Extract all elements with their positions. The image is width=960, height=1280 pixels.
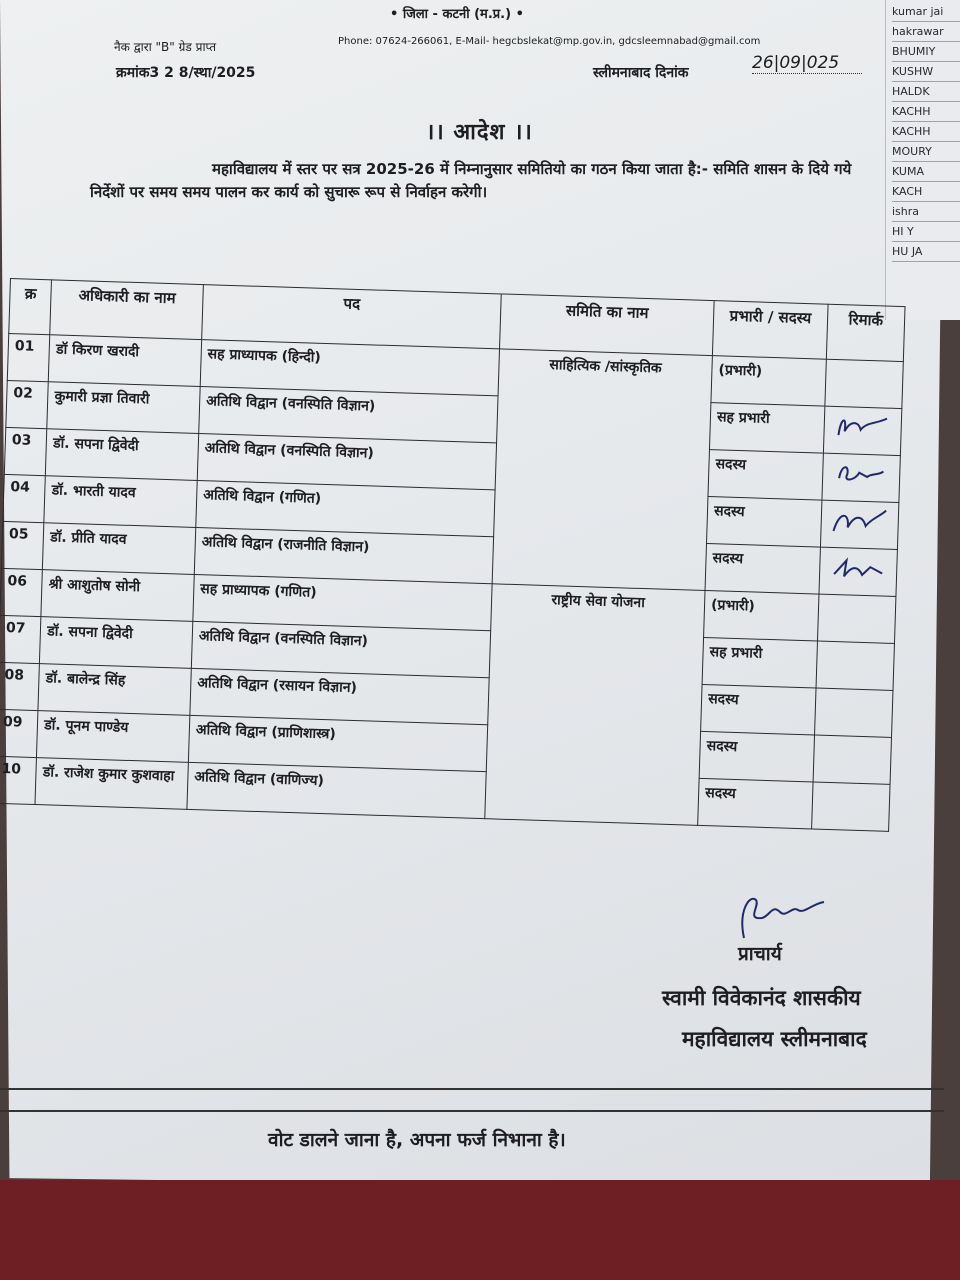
- remark-cell: [821, 453, 900, 502]
- name-cell: डॉ. सपना द्विवेदी: [46, 429, 199, 481]
- header-role: प्रभारी / सदस्य: [713, 301, 828, 360]
- role-cell: सदस्य: [699, 731, 814, 782]
- role-cell: सदस्य: [707, 497, 822, 548]
- header-serial: क्र: [9, 279, 52, 335]
- post-cell: सह प्राध्यापक (हिन्दी): [200, 340, 499, 396]
- underlying-sheet: [885, 0, 960, 320]
- district-line: • जिला - कटनी (म.प्र.) •: [390, 7, 524, 22]
- role-cell: सह प्रभारी: [702, 637, 817, 688]
- principal-title: प्राचार्य: [738, 943, 782, 965]
- place-date-label: स्लीमनाबाद दिनांक: [593, 65, 689, 81]
- committee-cell: साहित्यिक /सांस्कृतिक: [492, 349, 712, 591]
- name-cell: श्री आशुतोष सोनी: [41, 570, 194, 622]
- remark-cell: [814, 688, 893, 737]
- role-cell: सदस्य: [705, 544, 820, 595]
- name-cell: कुमारी प्रज्ञा तिवारी: [47, 382, 200, 434]
- header-officer-name: अधिकारी का नाम: [50, 280, 203, 340]
- role-cell: सदस्य: [701, 684, 816, 735]
- signature-icon: [825, 552, 886, 584]
- order-intro: महाविद्यालय में स्तर पर सत्र 2025-26 में निम्नानुसार समितियो का गठन किया जाता है:- समिति शासन के दिये गये निर्देशों पर समय समय पालन कर कार्य को सुचारू रूप से निर्वाहन करेगी।: [90, 160, 852, 201]
- side-sheet-text: KUSHW: [892, 62, 960, 82]
- remark-cell: [813, 735, 892, 784]
- side-sheet-text: HALDK: [892, 82, 960, 102]
- side-sheet-text: MOURY: [892, 142, 960, 162]
- post-cell: अतिथि विद्वान (राजनीति विज्ञान): [194, 527, 493, 583]
- header-post: पद: [202, 285, 502, 349]
- college-name-line2: महाविद्यालय स्लीमनाबाद: [682, 1027, 867, 1051]
- side-sheet-text: KACH: [892, 182, 960, 202]
- post-cell: सह प्राध्यापक (गणित): [193, 574, 492, 630]
- remark-cell: [817, 594, 896, 643]
- post-cell: अतिथि विद्वान (प्राणिशास्त्र): [188, 715, 487, 771]
- side-sheet-text: HU JA: [892, 242, 960, 262]
- name-cell: डॉ. प्रीति यादव: [43, 523, 196, 575]
- side-sheet-text: KACHH: [892, 122, 960, 142]
- background-cloth: [0, 1180, 960, 1280]
- serial-cell: 06: [0, 568, 43, 616]
- name-cell: डॉ. भारती यादव: [44, 476, 197, 528]
- name-cell: डॉ किरण खरादी: [49, 335, 202, 387]
- serial-cell: 04: [3, 474, 46, 522]
- contact-info: Phone: 07624-266061, E-Mail- hegcbslekat@mp.gov.in, gdcsleemnabad@gmail.com: [338, 36, 761, 47]
- serial-cell: 03: [4, 427, 47, 475]
- naac-grade: नैक द्वारा "B" ग्रेड प्राप्त: [114, 40, 217, 54]
- signature-icon: [830, 411, 891, 443]
- serial-cell: 10: [0, 756, 37, 804]
- serial-cell: 09: [0, 709, 38, 757]
- signature-icon: [828, 458, 889, 490]
- role-cell: सदस्य: [698, 778, 813, 829]
- remark-cell: [824, 359, 903, 408]
- header-committee: समिति का नाम: [499, 294, 714, 356]
- remark-cell: [823, 406, 902, 455]
- remark-cell: [816, 641, 895, 690]
- post-cell: अतिथि विद्वान (वनस्पिति विज्ञान): [199, 387, 498, 443]
- name-cell: डॉ. सपना द्विवेदी: [40, 617, 193, 669]
- side-sheet-text: HI Y: [892, 222, 960, 242]
- name-cell: डॉ. राजेश कुमार कुशवाहा: [35, 758, 188, 810]
- remark-cell: [811, 782, 890, 831]
- committee-cell: राष्ट्रीय सेवा योजना: [485, 584, 705, 826]
- post-cell: अतिथि विद्वान (वनस्पिति विज्ञान): [191, 621, 490, 677]
- signature-icon: [827, 505, 888, 537]
- serial-cell: 07: [0, 615, 41, 663]
- side-sheet-text: kumar jai: [892, 2, 960, 22]
- role-cell: सह प्रभारी: [710, 403, 825, 454]
- serial-cell: 01: [7, 333, 50, 381]
- header-remark: रिमार्क: [826, 304, 905, 361]
- role-cell: (प्रभारी): [704, 590, 819, 641]
- side-sheet-text: KACHH: [892, 102, 960, 122]
- committee-table: [0, 278, 906, 832]
- role-cell: सदस्य: [708, 450, 823, 501]
- serial-cell: 05: [1, 521, 44, 569]
- remark-cell: [819, 547, 898, 596]
- remark-cell: [820, 500, 899, 549]
- serial-cell: 08: [0, 662, 40, 710]
- post-cell: अतिथि विद्वान (गणित): [196, 480, 495, 536]
- footer-divider: [0, 1088, 944, 1090]
- side-sheet-text: KUMA: [892, 162, 960, 182]
- post-cell: अतिथि विद्वान (वाणिज्य): [187, 762, 486, 818]
- side-sheet-text: hakrawar: [892, 22, 960, 42]
- footer-slogan: वोट डालने जाना है, अपना फर्ज निभाना है।: [268, 1129, 566, 1151]
- principal-signature-icon: [732, 890, 842, 945]
- side-sheet-text: BHUMIY: [892, 42, 960, 62]
- footer-divider: [0, 1110, 944, 1112]
- college-name-line1: स्वामी विवेकानंद शासकीय: [662, 986, 861, 1010]
- order-heading: ।। आदेश ।।: [426, 120, 533, 145]
- serial-cell: 02: [6, 380, 49, 428]
- post-cell: अतिथि विद्वान (रसायन विज्ञान): [190, 668, 489, 724]
- reference-number: क्रमांक3 2 8/स्था/2025: [116, 65, 256, 81]
- role-cell: (प्रभारी): [711, 356, 826, 407]
- post-cell: अतिथि विद्वान (वनस्पिति विज्ञान): [197, 434, 496, 490]
- date-value: 26|09|025: [752, 53, 862, 74]
- side-sheet-text: ishra: [892, 202, 960, 222]
- name-cell: डॉ. बालेन्द्र सिंह: [38, 664, 191, 716]
- name-cell: डॉ. पूनम पाण्डेय: [37, 711, 190, 763]
